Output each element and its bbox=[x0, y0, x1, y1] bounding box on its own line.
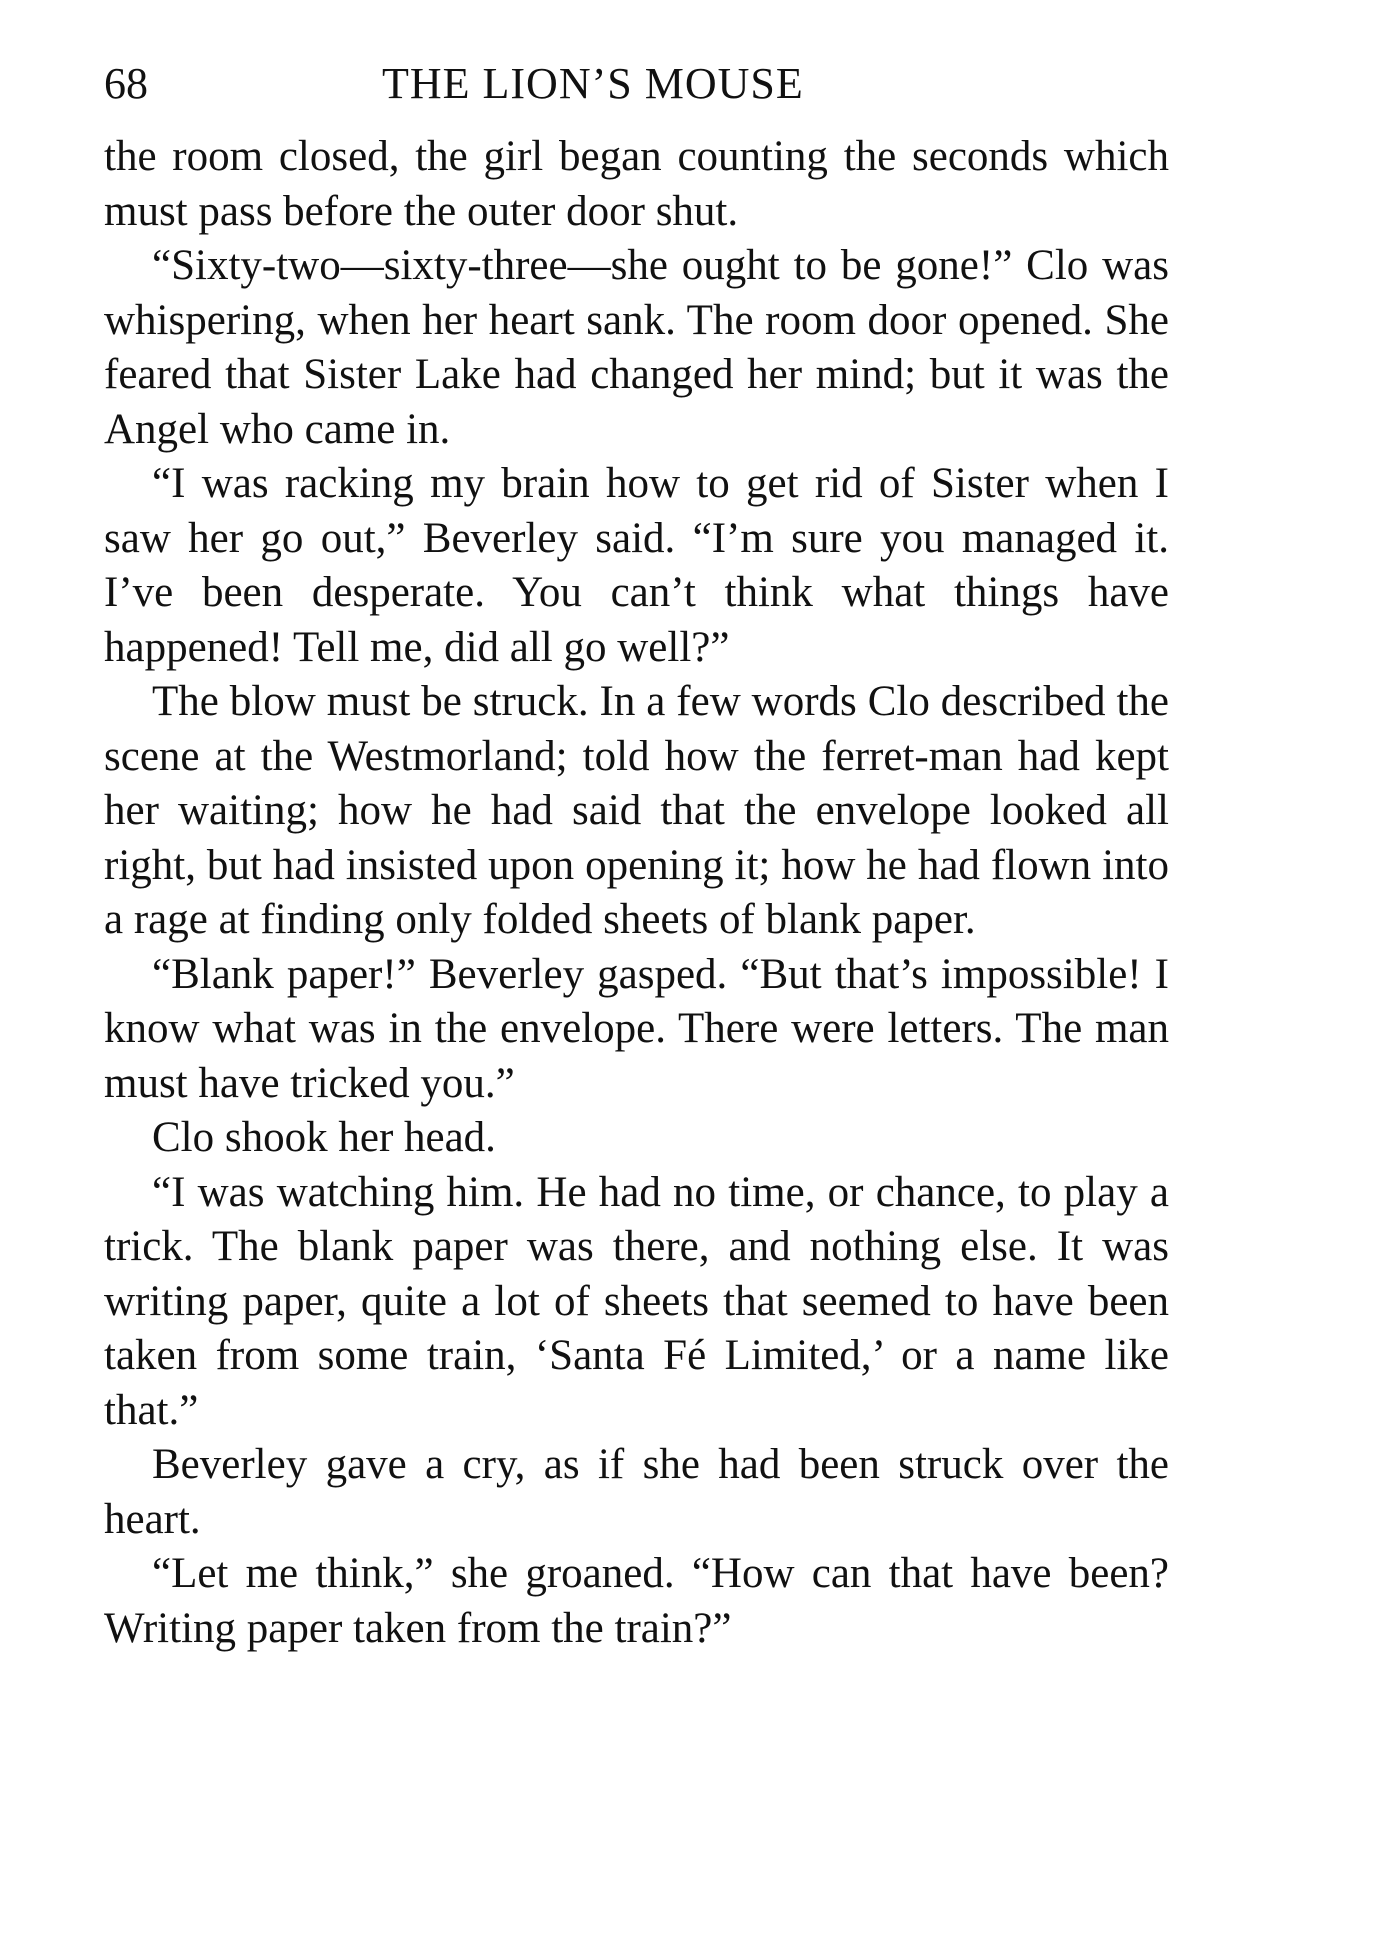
paragraph: the room closed, the girl began counting the seconds which must pass before the outer door shut. bbox=[104, 133, 1169, 235]
paragraph: “Let me think,” she groaned. “How can that have been? Writing paper taken from the train?” bbox=[104, 1550, 1169, 1652]
paragraph: “I was racking my brain how to get rid of Sister when I saw her go out,” Beverley said. “I’m sure you managed it. I’ve been desperate. You can’t think what things have happened! Tell me, did all go well?” bbox=[104, 460, 1169, 671]
paragraph: Clo shook her head. bbox=[152, 1114, 496, 1161]
running-title: THE LION’S MOUSE bbox=[382, 59, 804, 108]
paragraph: “Blank paper!” Beverley gasped. “But that’s impossible! I know what was in the envelope. There were letters. The man must have tricked you.” bbox=[104, 950, 1169, 1107]
paragraph: “Sixty-two—sixty-three—she ought to be gone!” Clo was whispering, when her heart sank. The room door opened. She feared that Sister Lake had changed her mind; but it was the Angel who came in. bbox=[104, 242, 1169, 453]
book-page bbox=[104, 48, 1169, 1656]
body-text bbox=[104, 130, 1169, 1656]
paragraph: Beverley gave a cry, as if she had been struck over the heart. bbox=[104, 1441, 1169, 1543]
paragraph: The blow must be struck. In a few words Clo described the scene at the Westmorland; told how the ferret-man had kept her waiting; how he had said that the envelope looked all right, but had insisted upon opening it; how he had flown into a rage at finding only folded sheets of blank paper. bbox=[104, 678, 1169, 943]
paragraph: “I was watching him. He had no time, or chance, to play a trick. The blank paper was there, and nothing else. It was writing paper, quite a lot of sheets that seemed to have been taken from some train, ‘Santa Fé Limited,’ or a name like that.” bbox=[104, 1168, 1169, 1434]
running-head bbox=[104, 48, 1169, 120]
page-number: 68 bbox=[104, 59, 148, 108]
